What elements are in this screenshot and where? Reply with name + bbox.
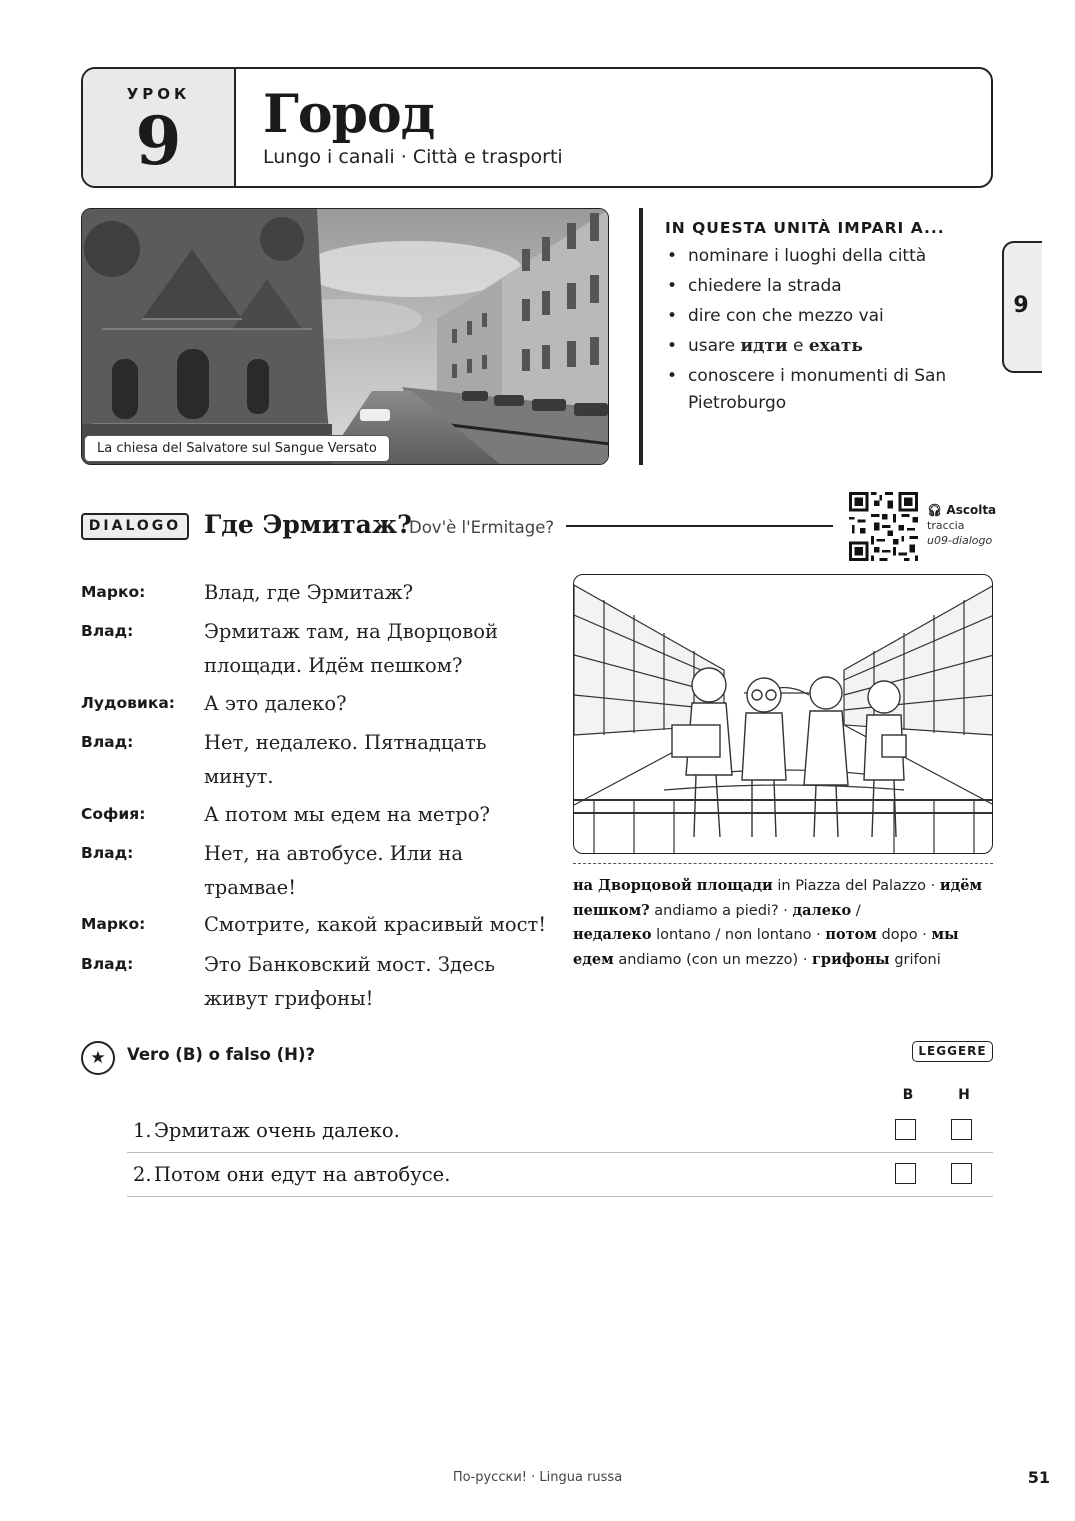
chapter-side-tab bbox=[1002, 241, 1042, 373]
skill-badge: LEGGERE bbox=[912, 1041, 993, 1062]
speech-text: Нет, недалеко. Пятнадцать минут. bbox=[204, 731, 487, 788]
objectives-list bbox=[665, 243, 959, 416]
true-checkbox[interactable] bbox=[895, 1119, 916, 1140]
audio-label: Ascolta bbox=[946, 503, 997, 517]
lesson-title: Город bbox=[263, 84, 435, 145]
side-tab-number: 9 bbox=[1013, 293, 1029, 318]
section-badge: DIALOGO bbox=[81, 513, 189, 540]
column-true-header: В bbox=[902, 1087, 914, 1103]
speaker-name: Марко: bbox=[81, 915, 146, 933]
gloss-term: грифоны bbox=[812, 950, 890, 968]
glossary-divider bbox=[573, 863, 993, 864]
speech-text: Это Банковский мост. Здесь живут грифоны! bbox=[204, 953, 496, 1010]
audio-label-row bbox=[927, 503, 1007, 518]
title-rule bbox=[566, 525, 833, 527]
gloss-meaning: andiamo a piedi? bbox=[649, 902, 779, 919]
gloss-meaning: lontano / non lontano bbox=[651, 927, 812, 943]
gloss-term: недалеко bbox=[573, 926, 652, 943]
objective-text: e bbox=[787, 336, 809, 356]
speaker-name: София: bbox=[81, 805, 146, 823]
keyword-ekhat: ехать bbox=[808, 336, 863, 356]
item-text: Эрмитаж очень далеко. bbox=[154, 1119, 400, 1142]
speaker-name: Влад: bbox=[81, 622, 134, 640]
gloss-term: мы едем bbox=[573, 926, 959, 968]
false-checkbox[interactable] bbox=[951, 1119, 972, 1140]
track-label: traccia bbox=[927, 519, 965, 532]
speech-text: Смотрите, какой красивый мост! bbox=[204, 913, 547, 936]
true-checkbox[interactable] bbox=[895, 1163, 916, 1184]
speech-text: Эрмитаж там, на Дворцовой площади. Идём пешком? bbox=[204, 620, 498, 677]
gloss-term: на Дворцовой площади bbox=[573, 877, 773, 894]
dialog-subtitle: Dov'è l'Ermitage? bbox=[409, 518, 555, 537]
objective-item: • conoscere i monumenti di San Pietroburgo bbox=[665, 363, 959, 416]
gloss-meaning: andiamo (con un mezzo) bbox=[613, 951, 799, 968]
page-number: 51 bbox=[1027, 1468, 1050, 1487]
objectives-heading: IN QUESTA UNITÀ IMPARI A... bbox=[665, 219, 945, 237]
qr-code-icon[interactable] bbox=[849, 492, 918, 561]
column-false-header: Н bbox=[958, 1087, 970, 1103]
item-number: 1. bbox=[133, 1119, 152, 1142]
learning-objectives bbox=[639, 208, 959, 465]
objective-item: • dire con che mezzo vai bbox=[665, 303, 959, 330]
objective-item: • chiedere la strada bbox=[665, 273, 959, 300]
footer-book-title: По-русски! · Lingua russa bbox=[452, 1470, 623, 1485]
lesson-subtitle: Lungo i canali · Città e trasporti bbox=[263, 146, 563, 168]
speaker-name: Влад: bbox=[81, 955, 134, 973]
glossary: на Дворцовой площади in Piazza del Palazzo · идём пешком? andiamo a piedi? · далеко / недалеко lontano / non lontano · потом dopo · мы едем andiamo (con un mezzo) · грифоны grifoni bbox=[573, 877, 983, 968]
exercise-title: Vero (В) o falso (Н)? bbox=[127, 1045, 316, 1064]
speech-text: А это далеко? bbox=[204, 692, 347, 715]
lesson-header bbox=[81, 67, 993, 188]
star-icon: ★ bbox=[81, 1041, 115, 1075]
gloss-meaning: dopo bbox=[876, 927, 918, 943]
objective-text: usare bbox=[688, 336, 741, 356]
item-number: 2. bbox=[133, 1163, 152, 1186]
gloss-meaning: / bbox=[851, 902, 861, 919]
speech-text: А потом мы едем на метро? bbox=[204, 803, 490, 826]
photo-caption: La chiesa del Salvatore sul Sangue Versato bbox=[84, 435, 390, 462]
dialog-title: Где Эрмитаж? bbox=[204, 510, 412, 539]
exercise-row bbox=[127, 1153, 993, 1197]
kids-by-canal-image bbox=[574, 575, 993, 854]
gloss-meaning: in Piazza del Palazzo bbox=[772, 878, 927, 894]
track-id: u09-dialogo bbox=[927, 534, 993, 547]
keyword-idti: идти bbox=[740, 336, 788, 356]
canal-photo-image bbox=[82, 209, 609, 465]
lesson-number-box bbox=[83, 69, 236, 186]
false-checkbox[interactable] bbox=[951, 1163, 972, 1184]
objective-item: • nominare i luoghi della città bbox=[665, 243, 959, 270]
gloss-term: потом bbox=[825, 926, 877, 943]
objective-item bbox=[665, 333, 959, 360]
gloss-term: идём пешком? bbox=[573, 877, 983, 919]
headphones-icon: 🎧︎ bbox=[927, 503, 943, 517]
speaker-name: Лудовика: bbox=[81, 694, 175, 712]
gloss-term: далеко bbox=[792, 901, 852, 919]
speaker-name: Влад: bbox=[81, 844, 134, 862]
city-photo bbox=[81, 208, 609, 465]
item-text: Потом они едут на автобусе. bbox=[154, 1163, 451, 1186]
exercise-row bbox=[127, 1109, 993, 1153]
audio-track[interactable] bbox=[927, 503, 1007, 548]
dialog-illustration bbox=[573, 574, 993, 854]
speech-text: Нет, на автобусе. Или на трамвае! bbox=[204, 842, 463, 899]
gloss-meaning: grifoni bbox=[889, 951, 941, 968]
speaker-name: Влад: bbox=[81, 733, 134, 751]
lesson-number: 9 bbox=[135, 102, 182, 180]
lesson-label: УРОК bbox=[126, 85, 191, 103]
speaker-name: Марко: bbox=[81, 583, 146, 601]
speech-text: Влад, где Эрмитаж? bbox=[204, 581, 414, 604]
